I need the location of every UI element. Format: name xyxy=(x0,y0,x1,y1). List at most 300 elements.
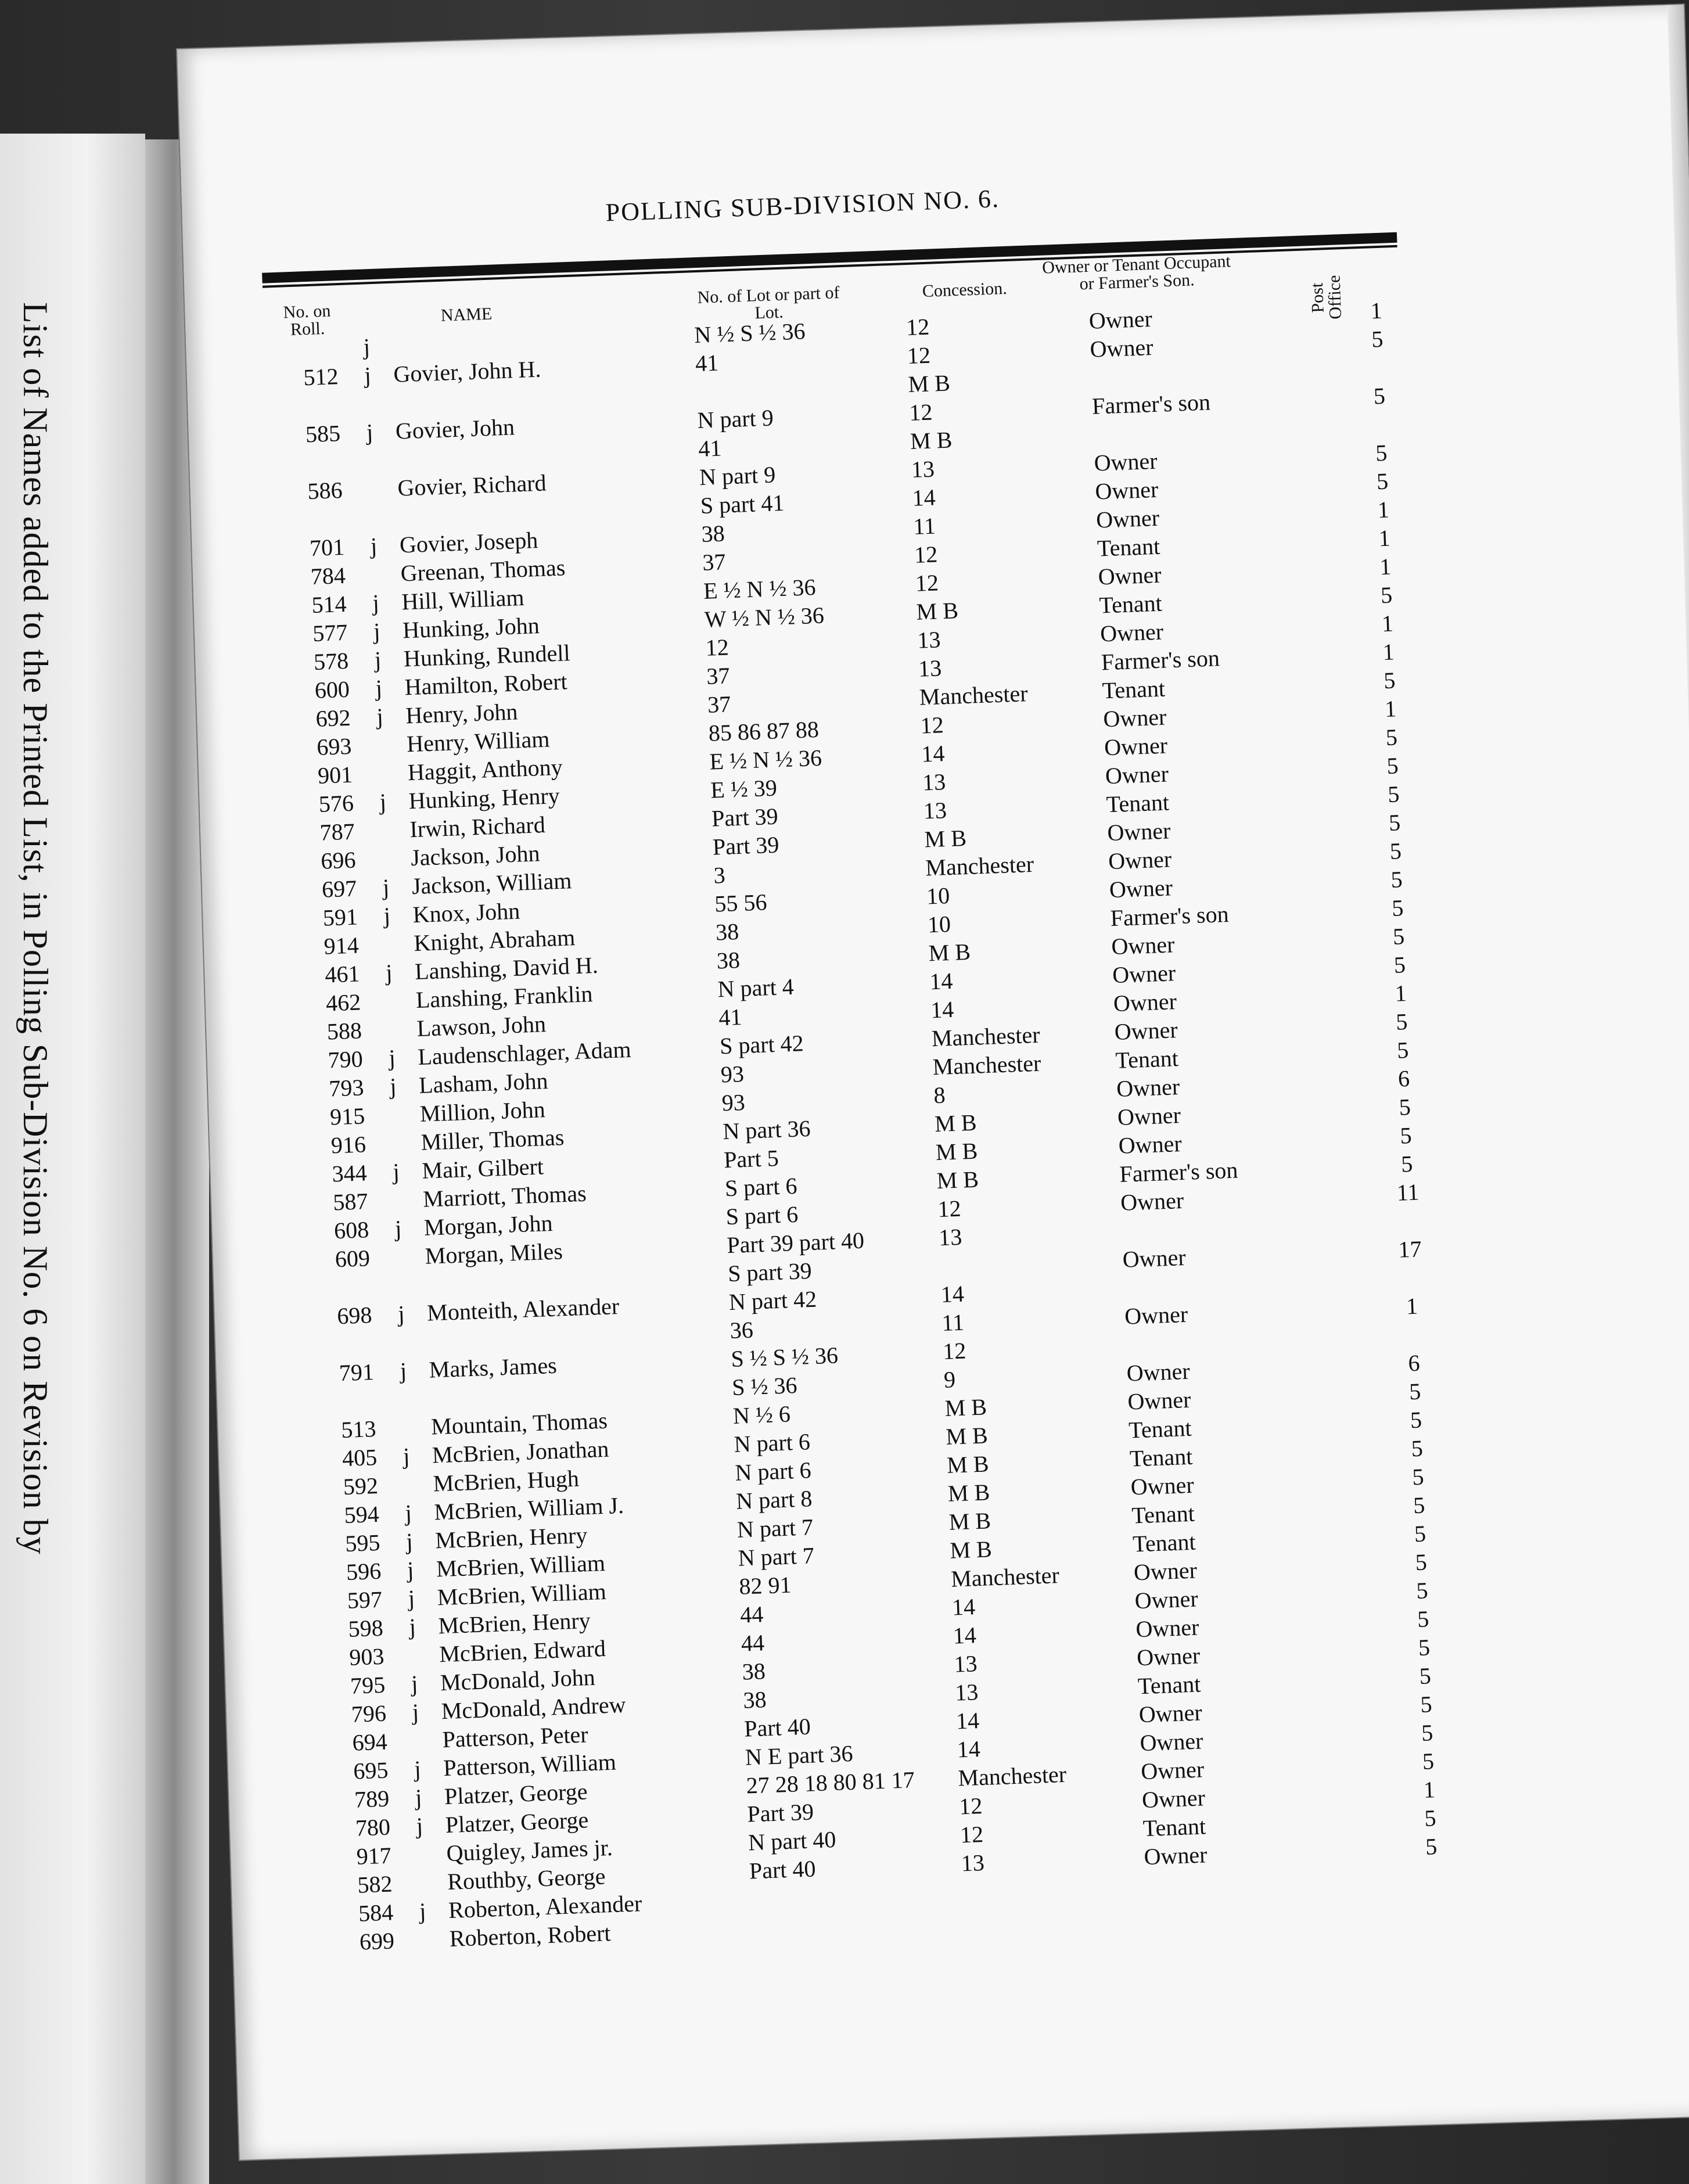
occupancy-status: Owner xyxy=(1134,1585,1199,1614)
lot-number: S part 6 xyxy=(725,1201,799,1230)
roll-number: 916 xyxy=(330,1131,366,1159)
occupancy-status: Owner xyxy=(1130,1471,1195,1500)
post-office: 5 xyxy=(1415,1577,1429,1604)
post-office: 5 xyxy=(1390,866,1403,893)
roll-number: 791 xyxy=(339,1359,375,1386)
concession: 12 xyxy=(958,1793,983,1820)
occupancy-status: Farmer's son xyxy=(1109,900,1230,932)
lot-number: N part 7 xyxy=(736,1514,814,1543)
concession: 12 xyxy=(960,1821,984,1848)
lot-number: 12 xyxy=(705,634,729,661)
voter-name: Jackson, William xyxy=(411,867,573,900)
occupancy-status: Owner xyxy=(1136,1642,1201,1671)
occupancy-status: Owner xyxy=(1108,846,1172,875)
occupancy-status: Owner xyxy=(1117,1130,1183,1159)
voter-name: Hill, William xyxy=(401,584,525,615)
juror-mark: j xyxy=(383,902,391,929)
lot-number: E ½ N ½ 36 xyxy=(703,573,817,604)
voter-name: Govier, John H. xyxy=(393,355,542,387)
concession: 12 xyxy=(905,313,930,341)
roll-number: 405 xyxy=(342,1443,378,1472)
roll-number: 598 xyxy=(347,1614,384,1642)
roll-number: 584 xyxy=(358,1899,394,1927)
juror-mark: j xyxy=(407,1556,415,1583)
concession: M B xyxy=(935,1137,978,1166)
voter-name: Monteith, Alexander xyxy=(426,1292,620,1326)
header-lot: No. of Lot or part of Lot. xyxy=(697,283,840,323)
occupancy-status: Owner xyxy=(1093,447,1158,476)
juror-mark: j xyxy=(382,874,390,900)
concession: M B xyxy=(928,938,971,967)
occupancy-status: Owner xyxy=(1112,960,1176,989)
juror-mark: j xyxy=(408,1613,416,1640)
post-office: 5 xyxy=(1399,1122,1413,1149)
concession: 11 xyxy=(912,512,936,540)
roll-number: 903 xyxy=(348,1643,385,1671)
voter-name: Laudenschlager, Adam xyxy=(417,1036,632,1070)
occupancy-status: Owner xyxy=(1124,1301,1188,1330)
post-office: 1 xyxy=(1406,1292,1418,1320)
concession: M B xyxy=(945,1422,989,1450)
occupancy-status: Tenant xyxy=(1101,675,1166,704)
occupancy-status: Owner xyxy=(1138,1699,1203,1728)
roll-number: 462 xyxy=(325,989,361,1016)
voter-name: Haggit, Anthony xyxy=(407,753,563,786)
post-office: 5 xyxy=(1408,1378,1422,1405)
lot-number: 36 xyxy=(729,1316,754,1344)
juror-mark: j xyxy=(403,1442,411,1470)
concession: 8 xyxy=(933,1082,946,1109)
post-office: 5 xyxy=(1411,1463,1425,1490)
roll-number: 461 xyxy=(324,960,361,988)
voter-name: McDonald, Andrew xyxy=(441,1691,627,1725)
post-office: 5 xyxy=(1395,1008,1408,1035)
concession: 14 xyxy=(921,740,946,767)
lot-number: 27 28 18 80 81 17 xyxy=(745,1766,915,1799)
roll-number: 582 xyxy=(357,1870,393,1898)
concession: M B xyxy=(948,1507,991,1535)
juror-mark: j xyxy=(370,532,378,559)
concession: 14 xyxy=(930,996,954,1023)
page-title: POLLING SUB-DIVISION NO. 6. xyxy=(605,184,1000,227)
juror-mark: j xyxy=(374,646,382,673)
lot-number: 41 xyxy=(695,349,719,377)
lot-number: 38 xyxy=(700,520,725,547)
lot-number: E ½ 39 xyxy=(710,774,778,803)
voter-name: Routhby, George xyxy=(447,1863,606,1895)
roll-number: 586 xyxy=(307,477,343,505)
occupancy-status: Farmer's son xyxy=(1091,389,1211,419)
roll-number: 694 xyxy=(351,1728,388,1756)
lot-number: S part 41 xyxy=(700,489,785,519)
lot-number: Part 40 xyxy=(749,1855,817,1884)
roll-number: 344 xyxy=(331,1159,368,1187)
post-office: 5 xyxy=(1413,1492,1426,1519)
concession: 13 xyxy=(923,797,947,824)
roll-number: 577 xyxy=(312,619,348,646)
occupancy-status: Owner xyxy=(1117,1102,1181,1130)
roll-number: 608 xyxy=(333,1216,369,1244)
post-office: 1 xyxy=(1381,610,1394,637)
voter-name: Roberton, Alexander xyxy=(448,1890,642,1924)
post-office: 1 xyxy=(1384,695,1397,723)
juror-mark: j xyxy=(366,419,373,446)
occupancy-status: Owner xyxy=(1143,1841,1208,1870)
lot-number: Part 39 xyxy=(711,803,779,832)
occupancy-status: Tenant xyxy=(1105,789,1170,818)
lot-number: 93 xyxy=(721,1089,746,1116)
post-office: 5 xyxy=(1400,1150,1414,1177)
voter-name: Jackson, John xyxy=(410,840,541,871)
concession: Manchester xyxy=(931,1021,1041,1052)
post-office: 5 xyxy=(1414,1549,1428,1576)
lot-number: 41 xyxy=(718,1003,743,1031)
voter-name: Irwin, Richard xyxy=(409,811,546,843)
concession: 14 xyxy=(911,484,936,511)
concession: M B xyxy=(946,1450,990,1478)
voter-name: Govier, Joseph xyxy=(399,527,538,558)
post-office: 5 xyxy=(1380,581,1393,609)
roll-number: 701 xyxy=(309,533,345,562)
occupancy-status: Owner xyxy=(1111,931,1176,960)
voter-name: Patterson, William xyxy=(443,1748,617,1781)
roll-number: 514 xyxy=(311,590,347,619)
occupancy-status: Farmer's son xyxy=(1119,1156,1239,1187)
post-office: 5 xyxy=(1396,1036,1409,1064)
concession: 14 xyxy=(955,1707,980,1734)
juror-mark: j xyxy=(389,1073,397,1100)
lot-number: 38 xyxy=(741,1658,766,1685)
post-office: 1 xyxy=(1378,525,1391,552)
lot-number: Part 40 xyxy=(743,1713,811,1742)
occupancy-status: Owner xyxy=(1113,988,1177,1017)
post-office: 5 xyxy=(1389,838,1402,864)
voter-name: Knox, John xyxy=(412,897,520,928)
concession: M B xyxy=(936,1166,979,1194)
juror-mark: j xyxy=(392,1158,400,1185)
concession: 14 xyxy=(952,1622,977,1649)
occupancy-status: Owner xyxy=(1140,1756,1205,1785)
roll-number: 698 xyxy=(336,1302,373,1330)
concession: 13 xyxy=(922,768,946,796)
lot-number: E ½ N ½ 36 xyxy=(709,744,822,775)
voter-name: Marks, James xyxy=(429,1352,558,1383)
voter-name: Million, John xyxy=(419,1096,546,1127)
voter-name: Marriott, Thomas xyxy=(422,1180,587,1212)
post-office: 5 xyxy=(1410,1435,1424,1462)
occupancy-status: Owner xyxy=(1104,732,1168,761)
roll-number: 697 xyxy=(321,875,357,903)
lot-number: 37 xyxy=(706,662,731,689)
juror-mark: j xyxy=(414,1755,422,1782)
concession: M B xyxy=(944,1393,987,1421)
left-page-side-text: List of Names added to the Printed List, in Polling Sub-Division No. 6 on Revision by xyxy=(16,302,55,1555)
juror-mark: j xyxy=(405,1528,414,1555)
roll-number: 609 xyxy=(335,1245,371,1273)
post-office: 5 xyxy=(1421,1719,1434,1746)
post-office: 5 xyxy=(1414,1520,1426,1547)
voter-name: McBrien, Henry xyxy=(437,1607,591,1639)
roll-number: 693 xyxy=(316,732,353,760)
occupancy-status: Owner xyxy=(1105,760,1169,789)
concession: 12 xyxy=(919,712,944,739)
roll-number: 780 xyxy=(355,1813,391,1841)
roll-number: 901 xyxy=(317,761,353,789)
post-office: 5 xyxy=(1387,781,1400,807)
concession: 13 xyxy=(953,1650,978,1677)
voter-name: Knight, Abraham xyxy=(413,924,576,957)
post-office: 5 xyxy=(1371,325,1384,353)
occupancy-status: Owner xyxy=(1135,1614,1200,1643)
lot-number: Part 39 xyxy=(746,1798,814,1827)
voter-name: McBrien, William J. xyxy=(433,1492,624,1525)
post-office: 5 xyxy=(1418,1634,1431,1661)
occupancy-status: Owner xyxy=(1095,504,1160,533)
header-concession: Concession. xyxy=(922,278,1008,301)
lot-number: N part 6 xyxy=(734,1457,812,1486)
post-office: 1 xyxy=(1370,297,1383,324)
lot-number: S part 6 xyxy=(724,1172,798,1202)
roll-number: 793 xyxy=(328,1074,365,1102)
concession: 9 xyxy=(943,1366,956,1393)
concession: 14 xyxy=(940,1280,965,1308)
juror-mark: j xyxy=(375,674,383,702)
juror-mark: j xyxy=(376,703,384,730)
concession: Manchester xyxy=(957,1761,1067,1791)
roll-number: 789 xyxy=(354,1785,390,1813)
lot-number: W ½ N ½ 36 xyxy=(704,602,825,633)
roll-number: 796 xyxy=(351,1700,387,1727)
voter-name: McBrien, Jonathan xyxy=(432,1435,610,1468)
post-office: 5 xyxy=(1373,382,1386,410)
roll-number: 696 xyxy=(320,846,357,874)
lot-number: N part 8 xyxy=(735,1485,813,1514)
roll-number: 587 xyxy=(332,1188,369,1216)
juror-mark: j xyxy=(364,362,372,389)
post-office: 11 xyxy=(1396,1179,1420,1206)
post-office: 5 xyxy=(1383,667,1396,694)
occupancy-status: Owner xyxy=(1113,1016,1178,1046)
juror-mark: j xyxy=(411,1670,419,1697)
occupancy-status: Owner xyxy=(1102,703,1167,732)
lot-number: 93 xyxy=(720,1060,745,1088)
lot-number: 38 xyxy=(715,918,739,946)
voter-name: McDonald, John xyxy=(440,1664,596,1696)
juror-mark: j xyxy=(412,1698,419,1726)
lot-number: N ½ S ½ 36 xyxy=(693,318,806,349)
post-office: 1 xyxy=(1382,638,1395,666)
roll-number: 576 xyxy=(318,789,354,817)
voter-name: Lanshing, Franklin xyxy=(415,980,594,1014)
occupancy-status: Owner xyxy=(1109,874,1173,903)
lot-number: N part 36 xyxy=(722,1115,811,1145)
voter-name: Henry, William xyxy=(406,725,551,757)
concession: 12 xyxy=(907,342,931,369)
post-office: 1 xyxy=(1422,1776,1436,1803)
roll-number: 795 xyxy=(350,1671,386,1699)
roll-number: 600 xyxy=(314,676,350,703)
concession: 12 xyxy=(915,569,939,597)
concession: 13 xyxy=(911,455,935,483)
voter-name: Mountain, Thomas xyxy=(430,1407,608,1440)
voter-name: McBrien, William xyxy=(436,1550,606,1582)
occupancy-status: Tenant xyxy=(1137,1671,1202,1700)
concession: M B xyxy=(923,824,967,853)
lot-number: 38 xyxy=(742,1686,767,1714)
voter-name: Miller, Thomas xyxy=(420,1124,565,1155)
voter-name: Lanshing, David H. xyxy=(414,951,599,985)
roll-number: 596 xyxy=(346,1557,382,1585)
lot-number: N part 40 xyxy=(748,1826,837,1856)
post-office: 5 xyxy=(1410,1406,1422,1434)
concession: 13 xyxy=(938,1223,963,1251)
juror-mark: j xyxy=(362,333,371,360)
juror-mark: j xyxy=(416,1812,423,1839)
occupancy-status: Owner xyxy=(1089,333,1154,362)
concession: Manchester xyxy=(919,680,1029,710)
roll-number: 578 xyxy=(313,647,349,675)
occupancy-status: Tenant xyxy=(1115,1045,1179,1074)
roll-number: 588 xyxy=(326,1017,362,1045)
juror-mark: j xyxy=(408,1585,415,1612)
roll-number: 595 xyxy=(344,1529,381,1557)
lot-number: 41 xyxy=(698,434,723,462)
concession: 14 xyxy=(951,1593,976,1621)
concession: Manchester xyxy=(925,850,1034,881)
post-office: 5 xyxy=(1418,1662,1432,1689)
voter-name: McBrien, Henry xyxy=(434,1522,588,1554)
occupancy-status: Farmer's son xyxy=(1101,645,1220,676)
voter-name: Mair, Gilbert xyxy=(421,1153,544,1184)
roll-number: 699 xyxy=(359,1927,395,1955)
occupancy-status: Owner xyxy=(1133,1557,1198,1586)
polling-list xyxy=(256,132,1483,2031)
concession: 14 xyxy=(929,967,954,995)
roll-number: 787 xyxy=(319,818,355,846)
roll-number: 915 xyxy=(329,1102,365,1130)
juror-mark: j xyxy=(385,959,393,986)
concession: M B xyxy=(949,1536,993,1564)
juror-mark: j xyxy=(372,589,380,616)
voter-name: McBrien, William xyxy=(437,1578,607,1611)
lot-number: N part 7 xyxy=(737,1542,815,1571)
lot-number: 82 91 xyxy=(738,1571,792,1600)
juror-mark: j xyxy=(404,1499,412,1526)
concession: 13 xyxy=(954,1679,979,1706)
voter-name: Govier, Richard xyxy=(397,469,547,501)
voter-name: Quigley, James jr. xyxy=(445,1834,613,1867)
lot-number: N part 4 xyxy=(717,973,795,1003)
header-roll: No. on Roll. xyxy=(283,301,331,340)
roll-number: 512 xyxy=(303,363,339,391)
post-office: 5 xyxy=(1420,1691,1433,1718)
voter-name: Hunking, John xyxy=(402,612,540,644)
lot-number: N E part 36 xyxy=(745,1740,854,1770)
lot-number: N part 9 xyxy=(696,404,774,434)
voter-name: Lawson, John xyxy=(416,1011,547,1041)
post-office: 5 xyxy=(1385,724,1398,750)
lot-number: 55 56 xyxy=(714,889,768,917)
concession: Manchester xyxy=(932,1050,1041,1080)
lot-number: N part 42 xyxy=(728,1285,817,1316)
lot-number: 37 xyxy=(702,548,727,576)
concession: 12 xyxy=(942,1337,967,1364)
roll-number: 784 xyxy=(310,562,346,590)
voter-name: Govier, John xyxy=(395,414,515,444)
post-office: 5 xyxy=(1417,1605,1430,1633)
concession: 12 xyxy=(908,398,933,426)
occupancy-status: Owner xyxy=(1094,476,1159,505)
post-office: 6 xyxy=(1397,1065,1410,1092)
voter-name: Patterson, Peter xyxy=(441,1721,589,1753)
roll-number: 592 xyxy=(343,1472,379,1500)
juror-mark: j xyxy=(400,1357,407,1384)
voter-name: Hamilton, Robert xyxy=(404,668,568,701)
occupancy-status: Owner xyxy=(1097,561,1162,590)
concession: 12 xyxy=(937,1195,962,1223)
roll-number: 914 xyxy=(323,932,360,960)
header-post-office: Post Office xyxy=(1307,275,1346,320)
juror-mark: j xyxy=(373,617,381,645)
post-office: 5 xyxy=(1398,1093,1411,1120)
occupancy-status: Tenant xyxy=(1097,533,1160,562)
occupancy-status: Owner xyxy=(1126,1357,1191,1386)
occupancy-status: Owner xyxy=(1106,817,1171,846)
voter-name: McBrien, Edward xyxy=(439,1635,606,1668)
lot-number: N part 9 xyxy=(699,461,776,490)
lot-number: 37 xyxy=(707,691,731,718)
occupancy-status: Owner xyxy=(1120,1187,1184,1216)
roll-number: 695 xyxy=(353,1756,389,1784)
lot-number: S part 39 xyxy=(727,1257,813,1287)
lot-number: S ½ 36 xyxy=(731,1371,798,1400)
voter-name: Roberton, Robert xyxy=(449,1920,612,1952)
concession: 10 xyxy=(926,882,950,910)
concession: 12 xyxy=(914,541,938,568)
voter-name: Lasham, John xyxy=(418,1068,549,1098)
post-office: 5 xyxy=(1393,951,1406,978)
juror-mark: j xyxy=(397,1301,405,1327)
roll-number: 594 xyxy=(343,1500,380,1529)
lot-number: S ½ S ½ 36 xyxy=(730,1342,839,1373)
post-office: 6 xyxy=(1407,1349,1421,1377)
juror-mark: j xyxy=(415,1784,423,1811)
concession: 13 xyxy=(960,1849,985,1877)
concession: M B xyxy=(934,1109,978,1137)
occupancy-status: Owner xyxy=(1139,1727,1204,1756)
lot-number: Part 39 xyxy=(712,831,780,860)
lot-number: N part 6 xyxy=(733,1428,811,1457)
lot-number: N ½ 6 xyxy=(732,1400,791,1429)
post-office: 5 xyxy=(1424,1805,1437,1831)
voter-name: Platzer, George xyxy=(445,1806,589,1838)
occupancy-status: Owner xyxy=(1088,305,1153,334)
concession: M B xyxy=(907,369,951,398)
juror-mark: j xyxy=(419,1898,427,1924)
roll-number: 591 xyxy=(322,903,358,931)
post-office: 5 xyxy=(1388,809,1401,836)
table-body xyxy=(261,296,1475,1958)
lot-number: 3 xyxy=(713,861,726,889)
occupancy-status: Tenant xyxy=(1098,590,1163,619)
post-office: 5 xyxy=(1375,439,1388,466)
concession: 13 xyxy=(917,626,941,653)
voter-name: Morgan, Miles xyxy=(424,1238,563,1269)
roll-number: 790 xyxy=(327,1046,364,1073)
occupancy-status: Tenant xyxy=(1128,1414,1192,1443)
post-office: 17 xyxy=(1397,1235,1422,1263)
concession: 11 xyxy=(941,1309,965,1336)
